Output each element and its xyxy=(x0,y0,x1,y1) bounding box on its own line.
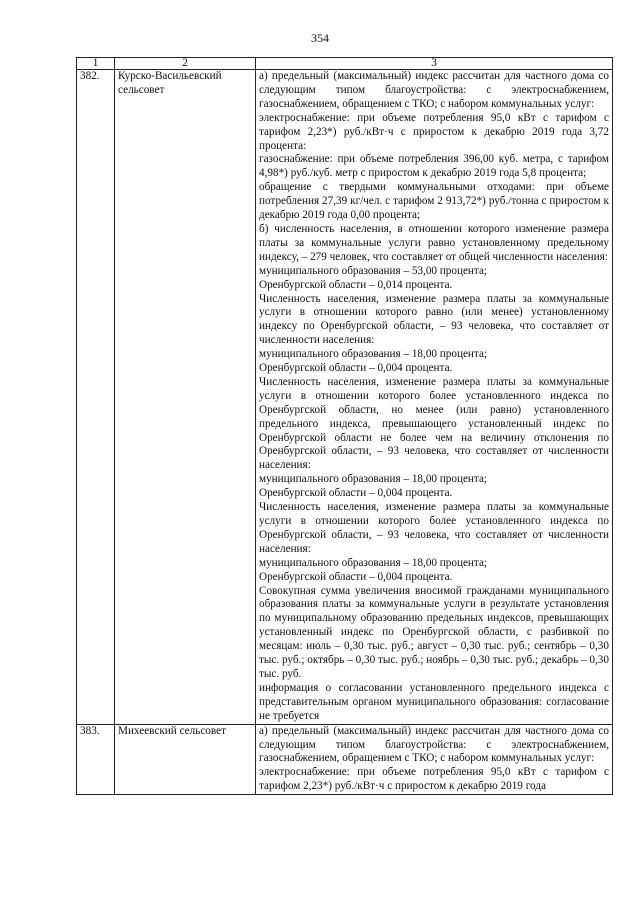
paragraph: электроснабжение: при объеме потребления 95,0 кВт с тарифом с тарифом 2,23*) руб./кВт·ч с приростом к декабрю 2019 года xyxy=(259,766,609,793)
column-header-3: 3 xyxy=(256,58,613,70)
paragraph: Оренбургской области – 0,004 процента. xyxy=(259,570,453,583)
paragraph: б) численность населения, в отношении которого изменение размера платы за коммунальные услуги равно установленному предельному индексу, – 279 человек, что составляет от общей численности населения: xyxy=(259,222,609,263)
table-row xyxy=(77,70,613,725)
paragraph: газоснабжение: при объеме потребления 396,00 куб. метра, с тарифом 4,98*) руб./куб. метр с приростом к декабрю 2019 года 5,8 процента; xyxy=(259,153,609,180)
column-header-2: 2 xyxy=(115,58,256,70)
paragraph: обращение с твердыми коммунальными отходами: при объеме потребления 27,39 кг/чел. с тарифом 2 913,72*) руб./тонна с приростом к декабрю 2019 года 0,00 процента; xyxy=(259,181,609,222)
paragraph: Оренбургской области – 0,004 процента. xyxy=(259,362,453,375)
page-number: 354 xyxy=(311,31,329,45)
paragraph: информация о согласовании установленного предельного индекса с представительным органом муниципального образования: согласование не требуется xyxy=(259,681,609,722)
municipality-name: Михеевский сельсовет xyxy=(115,724,256,795)
column-header-1: 1 xyxy=(77,58,115,70)
paragraph: а) предельный (максимальный) индекс рассчитан для частного дома со следующим типом благоустройства: с электроснабжением, газоснабжением, обращением с ТКО; с набором коммунальных услуг: xyxy=(259,724,609,765)
paragraph: Оренбургской области – 0,014 процента. xyxy=(259,278,453,291)
paragraph: Совокупная сумма увеличения вносимой гражданами муниципального образования платы за коммунальные услуги в результате установления по муниципальному образованию предельных индексов, превышающих установленный индекс по Оренбургской области, с разбивкой по месяцам: июль – 0,30 тыс. руб.; август – 0,30 тыс. руб.; сентябрь – 0,30 тыс. руб.; октябрь – 0,30 тыс. руб.; ноябрь – 0,30 тыс. руб.; декабрь – 0,30 тыс. руб. xyxy=(259,584,609,680)
row-number: 382. xyxy=(77,70,115,725)
paragraph: Численность населения, изменение размера платы за коммунальные услуги в отношении которого равно (или менее) установленному индексу по Оренбургской области, – 93 человека, что составляет от численности населения: xyxy=(259,292,609,347)
table-row xyxy=(77,724,613,795)
paragraph: электроснабжение: при объеме потребления 95,0 кВт с тарифом с тарифом 2,23*) руб./кВт·ч с приростом к декабрю 2019 года 3,72 процента: xyxy=(259,111,609,152)
paragraph: Численность населения, изменение размера платы за коммунальные услуги в отношении которого более установленного индекса по Оренбургской области, – 93 человека, что составляет от численности населения: xyxy=(259,501,609,555)
paragraph: муниципального образования – 18,00 процента; xyxy=(259,556,488,569)
paragraph: Численность населения, изменение размера платы за коммунальные услуги в отношении которого более установленного индекса по Оренбургской области, но менее (или равно) установленного предельного индекса, превышающего установленный индекс по Оренбургской области не более чем на величину отклонения по Оренбургской области, – 93 человека, что составляет от численности населения: xyxy=(259,375,609,472)
paragraph: а) предельный (максимальный) индекс рассчитан для частного дома со следующим типом благоустройства: с электроснабжением, газоснабжением, обращением с ТКО; с набором коммунальных услуг: xyxy=(259,70,609,110)
municipality-name: Курско-Васильевский сельсовет xyxy=(115,70,256,725)
paragraph: муниципального образования – 18,00 процента; xyxy=(259,473,488,486)
table-header-row xyxy=(77,58,613,70)
data-table xyxy=(76,57,613,795)
paragraph: муниципального образования – 53,00 процента; xyxy=(259,264,488,277)
paragraph: муниципального образования – 18,00 процента; xyxy=(259,348,488,361)
row-description xyxy=(256,70,613,725)
row-description xyxy=(256,724,613,795)
row-number: 383. xyxy=(77,724,115,795)
paragraph: Оренбургской области – 0,004 процента. xyxy=(259,487,453,500)
